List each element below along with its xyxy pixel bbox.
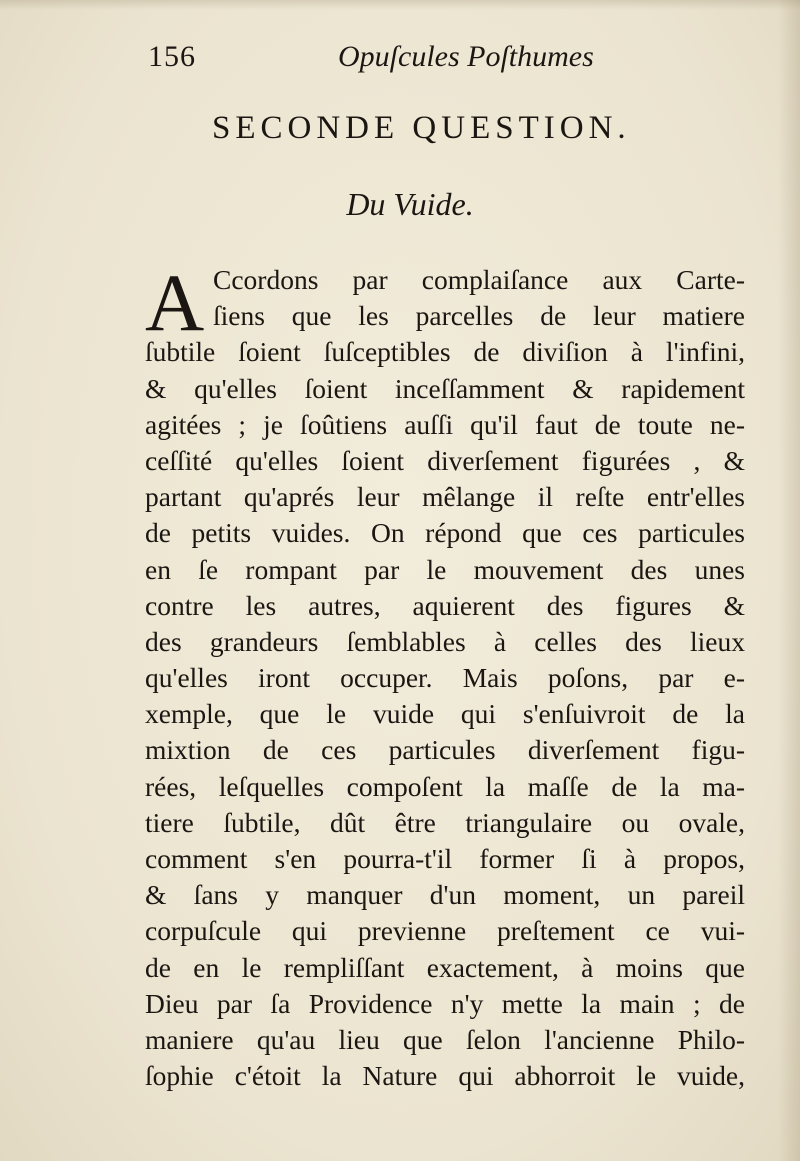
text-line: & qu'elles ſoient inceſſamment & rapidement: [145, 372, 745, 404]
text-line: des grandeurs ſemblables à celles des lieux: [145, 625, 745, 657]
text-line: de en le rempliſſant exactement, à moins que: [145, 951, 745, 983]
text-line: ceſſité qu'elles ſoient diverſement figurées , &: [145, 444, 745, 476]
text-line: ſiens que les parcelles de leur matiere: [213, 300, 745, 332]
section-subheading: Du Vuide.: [346, 186, 474, 222]
text-line: partant qu'aprés leur mêlange il reſte entr'elles: [145, 481, 745, 513]
running-head: [148, 40, 608, 84]
text-line: contre les autres, aquierent des figures &: [145, 589, 745, 621]
page-edge-shadow: [778, 0, 800, 1161]
page-top-shadow: [0, 0, 800, 10]
text-line: en ſe rompant par le mouvement des unes: [145, 553, 745, 585]
text-line: ſubtile ſoient ſuſceptibles de diviſion à l'infini,: [145, 336, 745, 368]
text-line: ſophie c'étoit la Nature qui abhorroit le vuide,: [145, 1060, 745, 1092]
text-line: agitées ; je ſoûtiens auſſi qu'il faut de toute ne-: [145, 408, 745, 440]
text-line: xemple, que le vuide qui s'enſuivroit de la: [145, 698, 745, 730]
text-line: Ccordons par complaiſance aux Carte-: [213, 264, 745, 295]
text-line: & ſans y manquer d'un moment, un pareil: [145, 879, 745, 911]
text-line: de petits vuides. On répond que ces particules: [145, 517, 745, 549]
text-line: rées, leſquelles compoſent la maſſe de la ma-: [145, 770, 745, 802]
running-title: Opuſcules Poſthumes: [338, 40, 594, 73]
text-line: comment s'en pourra-t'il former ſi à propos,: [145, 843, 745, 874]
text-line: mixtion de ces particules diverſement figu-: [145, 734, 745, 766]
text-line: qu'elles iront occuper. Mais poſons, par e-: [145, 662, 745, 694]
text-line: corpuſcule qui previenne preſtement ce vui-: [145, 915, 745, 947]
section-heading: SECONDE QUESTION.: [212, 110, 631, 146]
text-line: Dieu par ſa Providence n'y mette la main ; de: [145, 987, 745, 1019]
body-text: [145, 257, 745, 1094]
drop-cap: A: [145, 257, 205, 348]
text-line: maniere qu'au lieu que ſelon l'ancienne Philo-: [145, 1023, 745, 1055]
text-line: tiere ſubtile, dût être triangulaire ou ovale,: [145, 806, 745, 838]
page-number: 156: [148, 40, 196, 73]
